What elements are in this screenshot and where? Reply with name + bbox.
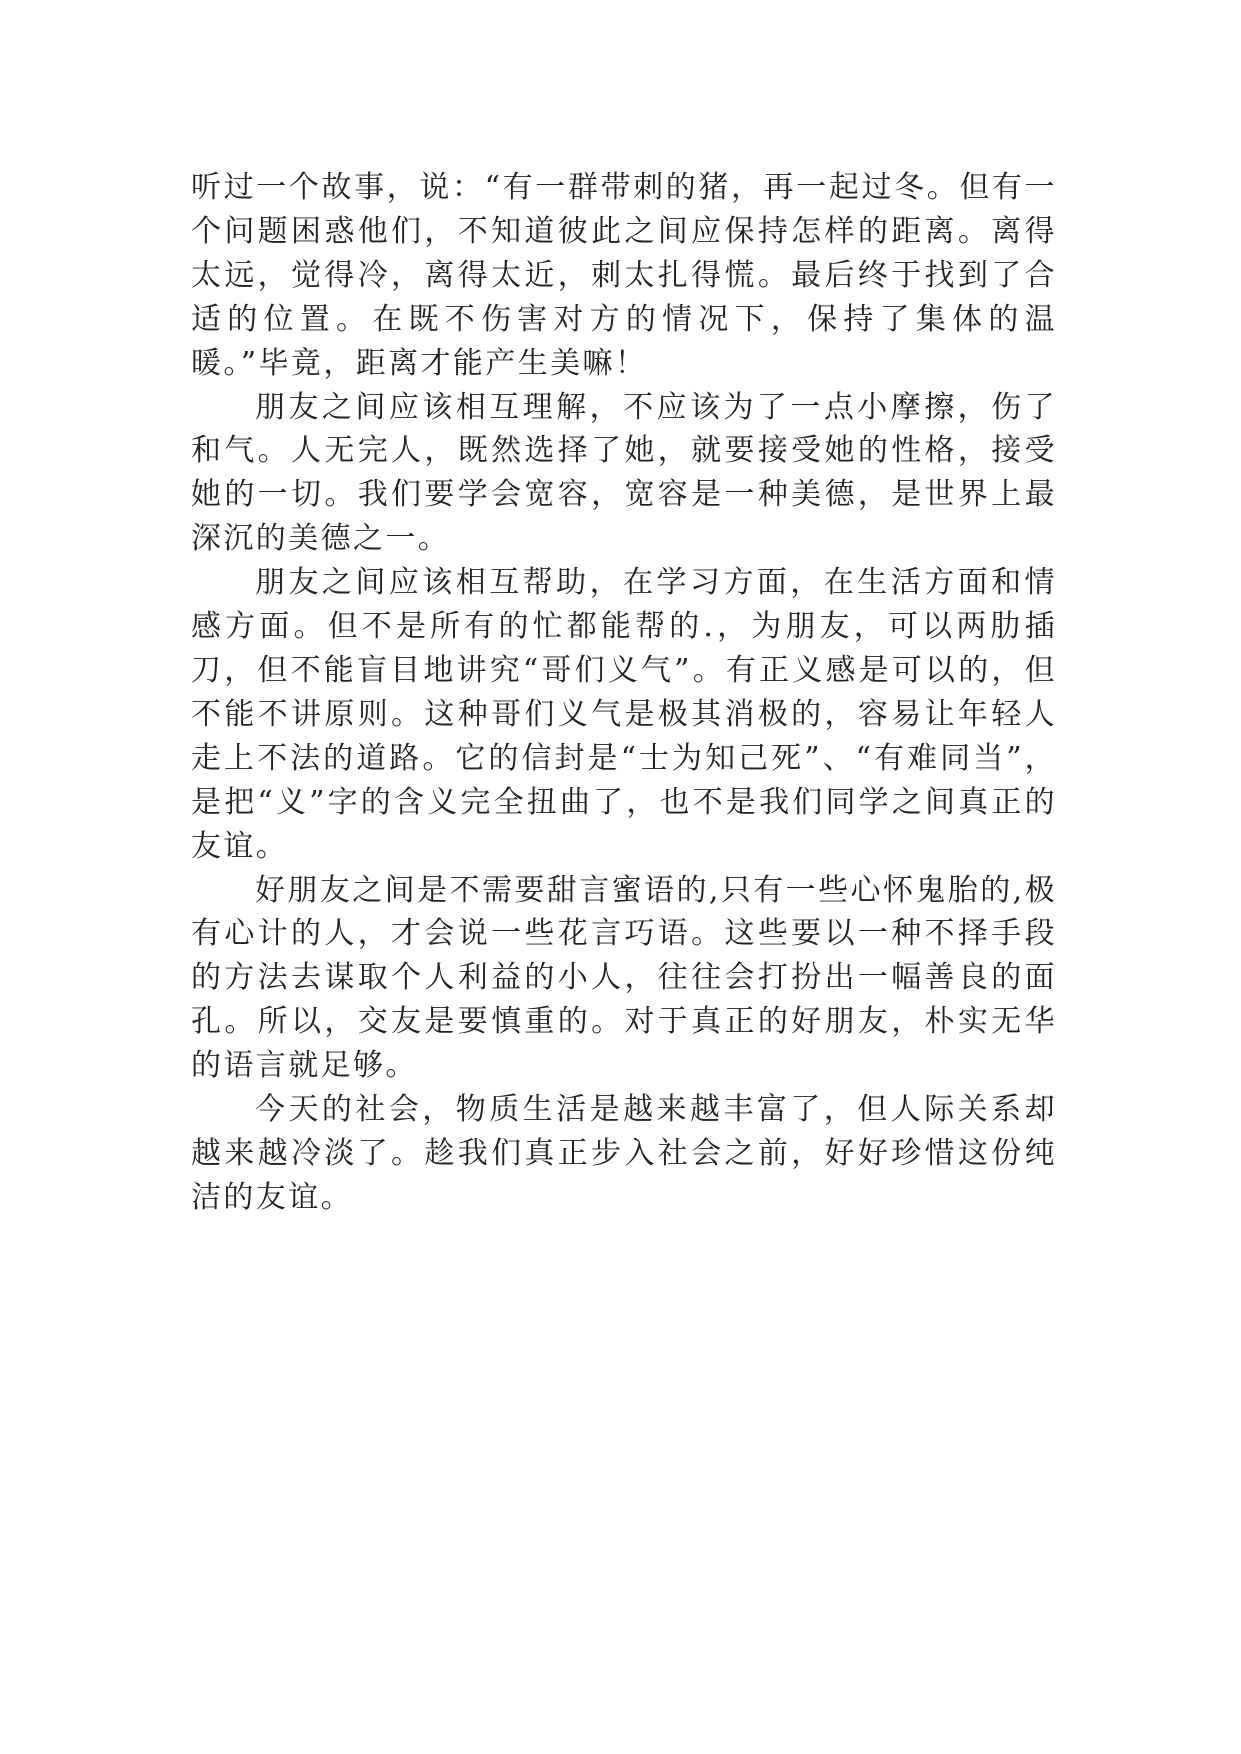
paragraph-story: 听过一个故事，说：“有一群带刺的猪，再一起过冬。但有一个问题困惑他们，不知道彼此之间应保持怎样的距离。离得太远，觉得冷，离得太近，刺太扎得慌。最后终于找到了合适的位置。在既不伤害对方的情况下，保持了集体的温暖。”毕竟，距离才能产生美嘛！ (191, 170, 1057, 381)
paragraph-understanding: 朋友之间应该相互理解，不应该为了一点小摩擦，伤了和气。人无完人，既然选择了她，就要接受她的性格，接受她的一切。我们要学会宽容，宽容是一种美德，是世界上最深沉的美德之一。 (191, 389, 1057, 557)
paragraph-helping: 朋友之间应该相互帮助，在学习方面，在生活方面和情感方面。但不是所有的忙都能帮的.，为朋友，可以两肋插刀，但不能盲目地讲究“哥们义气”。有正义感是可以的，但不能不讲原则。这种哥们义气是极其消极的，容易让年轻人走上不法的道路。它的信封是“士为知己死”、“有难同当”，是把“义”字的含义完全扭曲了，也不是我们同学之间真正的友谊。 (191, 565, 1057, 864)
paragraph-sincerity: 好朋友之间是不需要甜言蜜语的,只有一些心怀鬼胎的,极有心计的人，才会说一些花言巧语。这些要以一种不择手段的方法去谋取个人利益的小人，往往会打扮出一幅善良的面孔。所以，交友是要慎重的。对于真正的好朋友，朴实无华的语言就足够。 (191, 872, 1057, 1084)
paragraph-cherish: 今天的社会，物质生活是越来越丰富了，但人际关系却越来越冷淡了。趁我们真正步入社会之前，好好珍惜这份纯洁的友谊。 (191, 1092, 1057, 1215)
essay-body (191, 166, 1057, 1220)
